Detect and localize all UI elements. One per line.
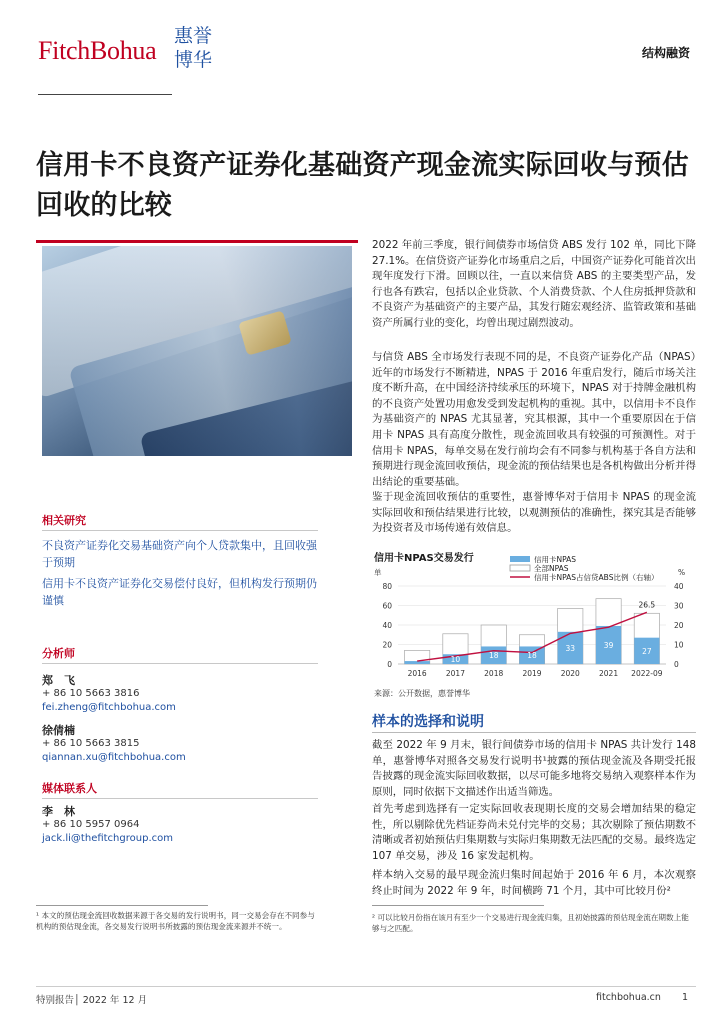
footer-rule bbox=[36, 986, 696, 987]
section-title-sample: 样本的选择和说明 bbox=[372, 714, 484, 730]
x-tick-label: 2019 bbox=[522, 669, 542, 678]
hero-image-credit-cards bbox=[42, 246, 352, 456]
logo-underline bbox=[38, 94, 172, 95]
paragraph-5: 首先考虑到选择有一定实际回收表现期长度的交易会增加结果的稳定性，所以剔除优先档证券尚未兑付完毕的交易；其次剔除了预估期数不清晰或者初始预估归集期数与实际归集期数无法匹配的交易。最终选定 107 单交易，涉及 16 家发起机构。 bbox=[372, 803, 696, 862]
y-tick-left: 80 bbox=[382, 582, 392, 591]
section-label: 结构融资 bbox=[641, 46, 690, 60]
bar-card-npas bbox=[405, 661, 430, 664]
chart-source: 来源：公开数据，惠誉博华 bbox=[374, 689, 470, 698]
legend-label-all-npas: 全部NPAS bbox=[534, 564, 569, 573]
bar-value-label: 39 bbox=[603, 640, 614, 650]
footnote-rule-left bbox=[36, 905, 208, 906]
related-research-heading: 相关研究 bbox=[42, 514, 86, 527]
legend-label-card-npas: 信用卡NPAS bbox=[534, 556, 577, 564]
analyst-1-name: 郑 飞 bbox=[42, 674, 75, 687]
title-rule bbox=[36, 240, 358, 243]
legend-swatch-card-npas bbox=[510, 556, 530, 562]
x-tick-label: 2020 bbox=[560, 669, 580, 678]
analyst-1-email[interactable]: fei.zheng@fitchbohua.com bbox=[42, 702, 176, 713]
analyst-2-email[interactable]: qiannan.xu@fitchbohua.com bbox=[42, 752, 186, 763]
logo-seal bbox=[174, 24, 228, 76]
section-rule bbox=[372, 732, 696, 733]
sidebar-rule bbox=[42, 663, 318, 664]
media-contact-heading: 媒体联系人 bbox=[42, 782, 97, 795]
analyst-2-name: 徐倩楠 bbox=[42, 724, 75, 737]
bar-value-label: 27 bbox=[642, 646, 652, 656]
footnote-1: ¹ 本文的预估现金流回收数据来源于各交易的发行说明书，同一交易会存在不同参与机构的预估现金流，各交易发行说明书所披露的预估现金流来源并不统一。 bbox=[36, 911, 315, 931]
paragraph-6: 样本纳入交易的最早现金流归集时间起始于 2016 年 6 月，本次观察终止时间为 2022 年 9 年，时间横跨 71 个月，其中可比较月份² bbox=[372, 869, 696, 897]
chart-title: 信用卡NPAS交易发行 bbox=[374, 553, 474, 564]
media-contact-phone: + 86 10 5957 0964 bbox=[42, 819, 140, 830]
paragraph-1: 2022 年前三季度，银行间债券市场信贷 ABS 发行 102 单，同比下降 27.1%。在信贷资产证券化市场重启之后，中国资产证券化可能首次出现年度发行下滑。回顾以往，一直以来信贷 ABS 的主要类型产品，发行也各有跌宕，包括以企业贷款、个人消费贷款、个人住房抵押贷款和不良资产为基础资产的主要产品，其发行随宏观经济、监管政策和基础资产所属行业的变化，均曾出现过剧烈波动。 bbox=[372, 239, 696, 329]
bar-value-label: 33 bbox=[565, 643, 576, 653]
y-tick-left: 20 bbox=[382, 640, 392, 650]
legend-label-ratio: 信用卡NPAS占信贷ABS比例（右轴） bbox=[534, 573, 659, 582]
footer-website-link[interactable]: fitchbohua.cn bbox=[596, 992, 661, 1003]
footer-report-date: 特别报告│ 2022 年 12 月 bbox=[36, 995, 148, 1006]
analyst-heading: 分析师 bbox=[42, 647, 75, 660]
x-tick-label: 2018 bbox=[484, 669, 504, 678]
npas-issuance-chart bbox=[370, 556, 696, 686]
bar-value-label: 10 bbox=[450, 655, 461, 665]
page-number: 1 bbox=[682, 992, 689, 1003]
sidebar-rule bbox=[42, 798, 318, 799]
analyst-1-phone: + 86 10 5663 3816 bbox=[42, 688, 140, 699]
fitchbohua-logo: FitchBohua bbox=[38, 36, 157, 65]
bar-value-label: 18 bbox=[488, 651, 499, 661]
legend-swatch-all-npas bbox=[510, 565, 530, 571]
x-tick-label: 2022-09 bbox=[631, 669, 663, 678]
x-tick-label: 2016 bbox=[407, 669, 427, 678]
x-tick-label: 2021 bbox=[599, 669, 619, 678]
page-title: 信用卡不良资产证券化基础资产现金流实际回收与预估回收的比较 bbox=[36, 150, 689, 221]
y-tick-right: 10 bbox=[674, 640, 684, 650]
y-tick-left: 60 bbox=[382, 601, 392, 611]
related-link-1[interactable]: 不良资产证券化交易基础资产向个人贷款集中，且回收强于预期 bbox=[42, 539, 317, 569]
x-tick-label: 2017 bbox=[445, 669, 465, 678]
paragraph-4: 截至 2022 年 9 月末，银行间债券市场的信用卡 NPAS 共计发行 148 单，惠誉博华对照各交易发行说明书¹披露的预估现金流及各期受托报告披露的现金流实际回收数据，以尽可能多地将交易纳入观察样本作为原则，同时依据下文描述作出适当筛选。 bbox=[372, 739, 696, 798]
y-tick-right: 30 bbox=[674, 601, 684, 611]
related-link-2[interactable]: 信用卡不良资产证券化交易偿付良好，但机构发行预期仍谨慎 bbox=[42, 577, 317, 607]
paragraph-3: 鉴于现金流回收预估的重要性，惠誉博华对于信用卡 NPAS 的现金流实际回收和预估结果进行比较，以观测预估的准确性，探究其是否能够为投资者及市场传递有效信息。 bbox=[372, 491, 696, 535]
sidebar-rule bbox=[42, 530, 318, 531]
footnote-2: ² 可以比较月份指在该月有至少一个交易进行现金流归集，且初始披露的预估现金流在期数上能够与之匹配。 bbox=[372, 913, 689, 933]
media-contact-email[interactable]: jack.li@thefitchgroup.com bbox=[42, 833, 173, 844]
paragraph-2: 与信贷 ABS 全市场发行表现不同的是，不良资产证券化产品（NPAS）近年的市场发行不断精进，NPAS 于 2016 年重启发行，随后市场关注度不断升高，在中国经济持续承压的环境下，NPAS 对于持牌金融机构的不良资产处置功用愈发受到发起机构的重视。其中，以信用卡不良作为基础资产的 NPAS 尤其显著，究其根源，其中一个重要原因在于信用卡 NPAS 具有高度分散性，现金流回收具有较强的可预测性。对于信用卡 NPAS，每单交易在发行前均会有不同参与机构基于各自方法和预期进行现金流回收预估，现金流的预估结果也是各机构做出分析并得出结论的重要基础。 bbox=[372, 351, 696, 488]
logo-seal-line2: 博华 bbox=[174, 49, 213, 71]
y-tick-right: 0 bbox=[674, 660, 679, 669]
analyst-2-phone: + 86 10 5663 3815 bbox=[42, 738, 140, 749]
y-tick-right: 40 bbox=[674, 582, 684, 591]
y-tick-left: 40 bbox=[382, 621, 392, 630]
y-axis-left-unit: 单 bbox=[374, 568, 382, 577]
y-tick-left: 0 bbox=[387, 660, 392, 669]
bar-value-label: 18 bbox=[527, 651, 537, 661]
logo-seal-line1: 惠誉 bbox=[174, 25, 213, 47]
y-tick-right: 20 bbox=[674, 621, 684, 630]
media-contact-name: 李 林 bbox=[42, 805, 75, 818]
footnote-rule-right bbox=[372, 905, 544, 906]
ratio-value-label: 26.5 bbox=[638, 600, 656, 610]
y-axis-right-unit: % bbox=[678, 568, 686, 577]
